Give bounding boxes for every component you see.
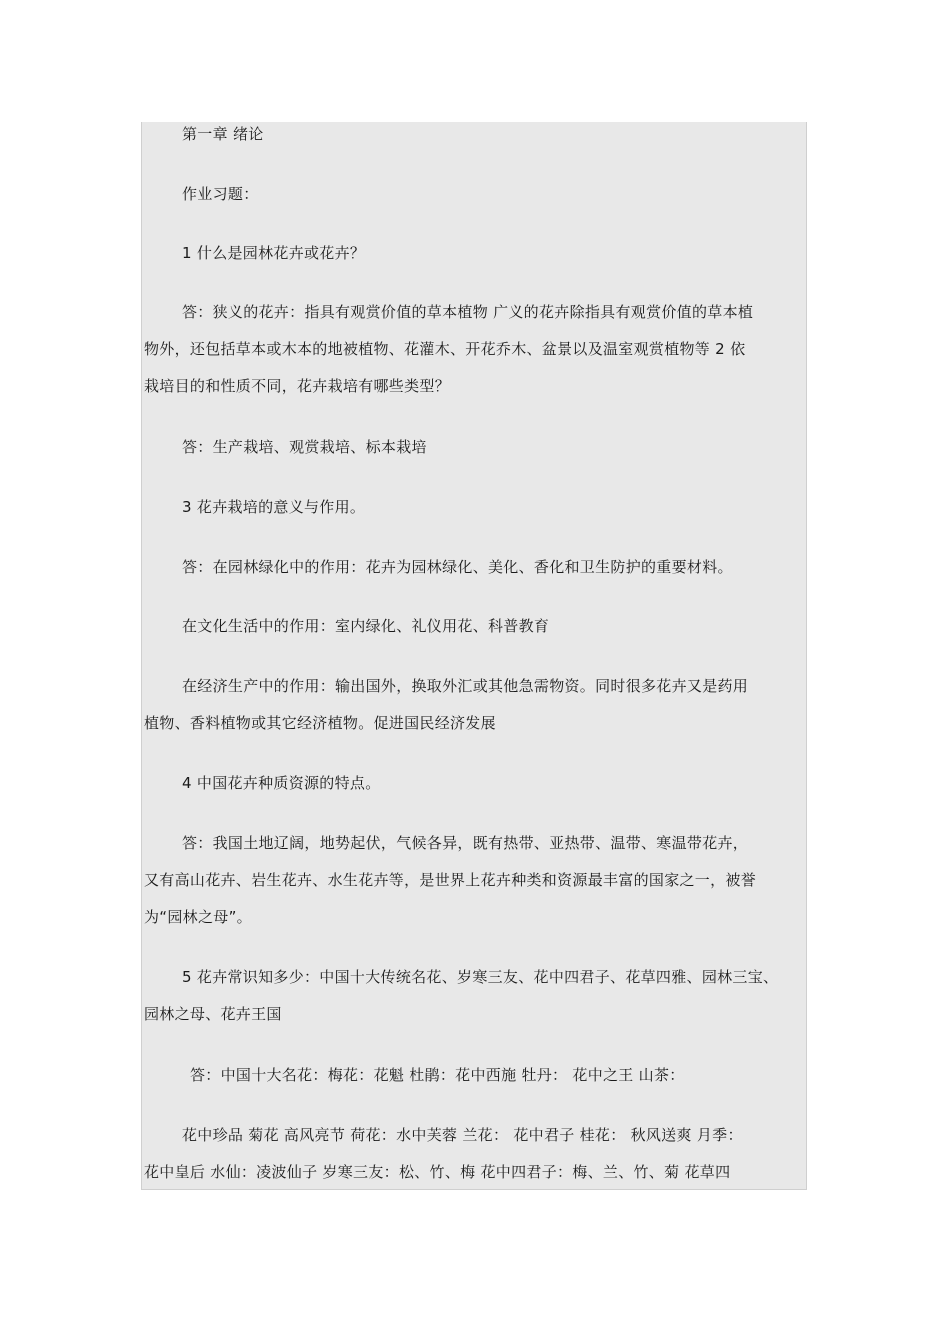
answer-3-economy bbox=[144, 668, 806, 742]
text-line: 花中皇后 水仙：凌波仙子 岁寒三友：松、竹、梅 花中四君子：梅、兰、竹、菊 花草四 bbox=[144, 1163, 731, 1181]
text-line: 在文化生活中的作用：室内绿化、礼仪用花、科普教育 bbox=[182, 617, 550, 635]
text-line: 5 花卉常识知多少：中国十大传统名花、岁寒三友、花中四君子、花草四雅、园林三宝、 bbox=[182, 968, 779, 986]
text-line: 花中珍品 菊花 高风亮节 荷花：水中芙蓉 兰花： 花中君子 桂花： 秋风送爽 月季： bbox=[182, 1126, 743, 1144]
text-line: 植物、香料植物或其它经济植物。促进国民经济发展 bbox=[144, 714, 496, 732]
answer-3-landscape bbox=[144, 549, 806, 586]
text-line: 物外，还包括草本或木本的地被植物、花灌木、开花乔木、盆景以及温室观赏植物等 2 依 bbox=[144, 340, 746, 358]
text-line: 答：我国土地辽阔，地势起伏，气候各异，既有热带、亚热带、温带、寒温带花卉， bbox=[182, 834, 749, 852]
text-line: 3 花卉栽培的意义与作用。 bbox=[182, 498, 366, 516]
question-1 bbox=[144, 235, 806, 272]
text-line: 栽培目的和性质不同，花卉栽培有哪些类型？ bbox=[144, 377, 451, 395]
text-line: 作业习题： bbox=[182, 185, 259, 203]
answer-1 bbox=[144, 294, 806, 405]
answer-3-culture bbox=[144, 608, 806, 645]
text-line: 第一章 绪论 bbox=[182, 125, 264, 143]
question-3 bbox=[144, 489, 806, 526]
text-line: 答：中国十大名花：梅花：花魁 杜鹃：花中西施 牡丹： 花中之王 山茶： bbox=[190, 1066, 685, 1084]
document-page bbox=[141, 122, 807, 1190]
text-line: 又有高山花卉、岩生花卉、水生花卉等，是世界上花卉种类和资源最丰富的国家之一，被誉 bbox=[144, 871, 757, 889]
text-line: 在经济生产中的作用：输出国外，换取外汇或其他急需物资。同时很多花卉又是药用 bbox=[182, 677, 749, 695]
question-5 bbox=[144, 959, 806, 1033]
answer-5-famous-flowers bbox=[144, 1057, 806, 1094]
chapter-title bbox=[144, 122, 806, 153]
text-line: 园林之母、花卉王国 bbox=[144, 1005, 282, 1023]
text-line: 答：狭义的花卉：指具有观赏价值的草本植物 广义的花卉除指具有观赏价值的草本植 bbox=[182, 303, 754, 321]
text-line: 1 什么是园林花卉或花卉？ bbox=[182, 244, 366, 262]
answer-5-continued bbox=[144, 1117, 806, 1190]
answer-2 bbox=[144, 429, 806, 466]
text-line: 答：生产栽培、观赏栽培、标本栽培 bbox=[182, 438, 427, 456]
text-line: 答：在园林绿化中的作用：花卉为园林绿化、美化、香化和卫生防护的重要材料。 bbox=[182, 558, 733, 576]
text-line: 为“园林之母”。 bbox=[144, 908, 252, 926]
answer-4 bbox=[144, 825, 806, 936]
homework-heading bbox=[144, 176, 806, 213]
text-line: 4 中国花卉种质资源的特点。 bbox=[182, 774, 381, 792]
question-4 bbox=[144, 765, 806, 802]
